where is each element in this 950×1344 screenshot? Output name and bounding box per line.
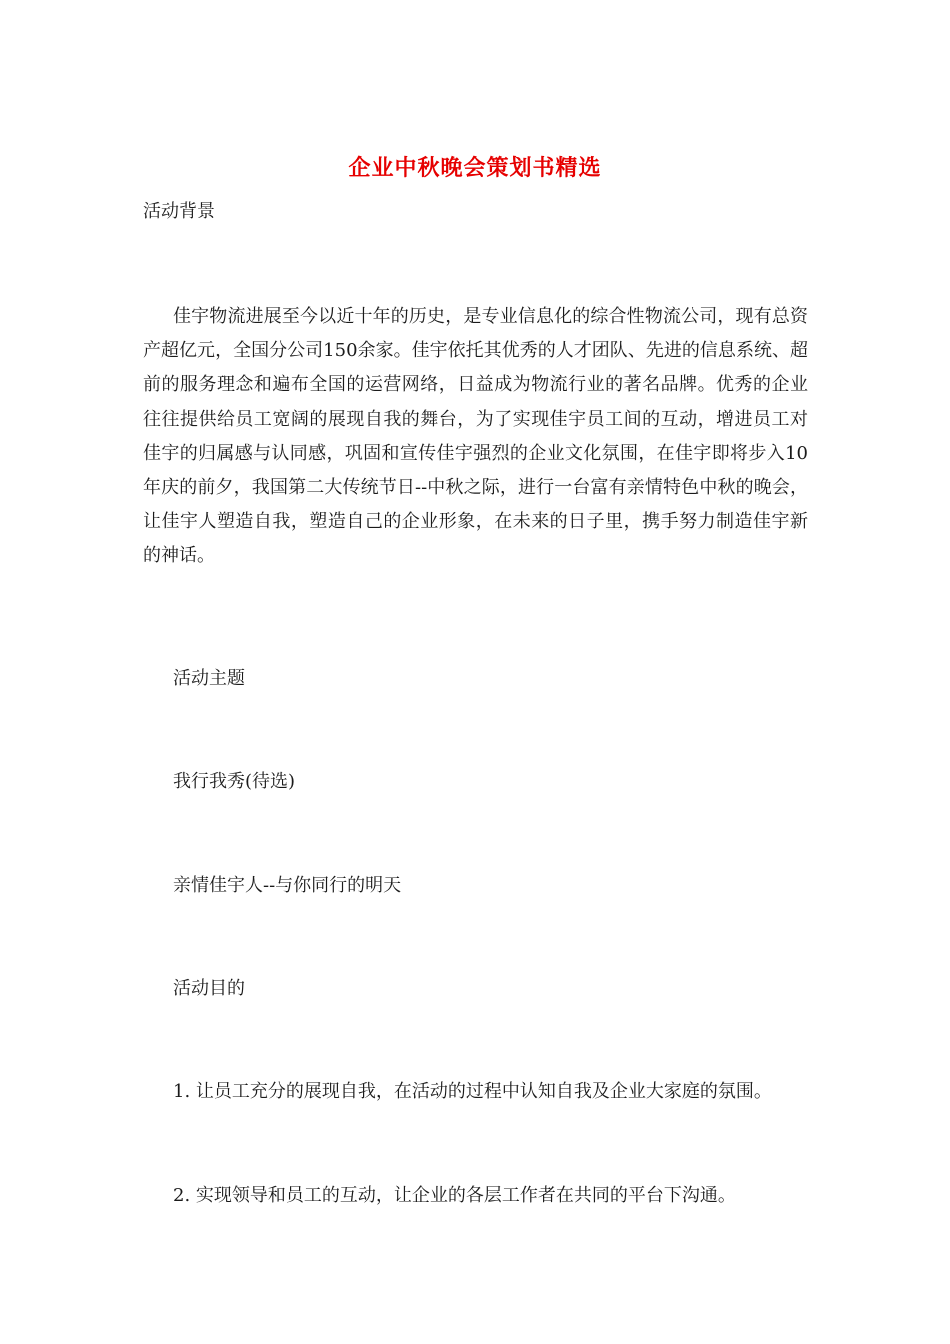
section-heading-background: 活动背景: [143, 201, 215, 222]
purpose-item-1: 1. 让员工充分的展现自我，在活动的过程中认知自我及企业大家庭的氛围。: [173, 1081, 772, 1102]
purpose-item-2: 2. 实现领导和员工的互动，让企业的各层工作者在共同的平台下沟通。: [173, 1185, 736, 1206]
document-title: 企业中秋晚会策划书精选: [348, 155, 602, 181]
section-heading-theme: 活动主题: [173, 668, 245, 689]
theme-option-2: 亲情佳宇人--与你同行的明天: [173, 875, 402, 896]
theme-option-1: 我行我秀(待选): [173, 771, 296, 792]
section-heading-purpose: 活动目的: [173, 978, 245, 999]
background-paragraph: 佳宇物流进展至今以近十年的历史，是专业信息化的综合性物流公司，现有总资产超亿元，全国分公司150余家。佳宇依托其优秀的人才团队、先进的信息系统、超前的服务理念和遍布全国的运营网络，日益成为物流行业的著名品牌。优秀的企业往往提供给员工宽阔的展现自我的舞台，为了实现佳宇员工间的互动，增进员工对佳宇的归属感与认同感，巩固和宣传佳宇强烈的企业文化氛围，在佳宇即将步入10年庆的前夕，我国第二大传统节日--中秋之际，进行一台富有亲情特色中秋的晚会，让佳宇人塑造自我，塑造自己的企业形象，在未来的日子里，携手努力制造佳宇新的神话。: [143, 306, 808, 567]
